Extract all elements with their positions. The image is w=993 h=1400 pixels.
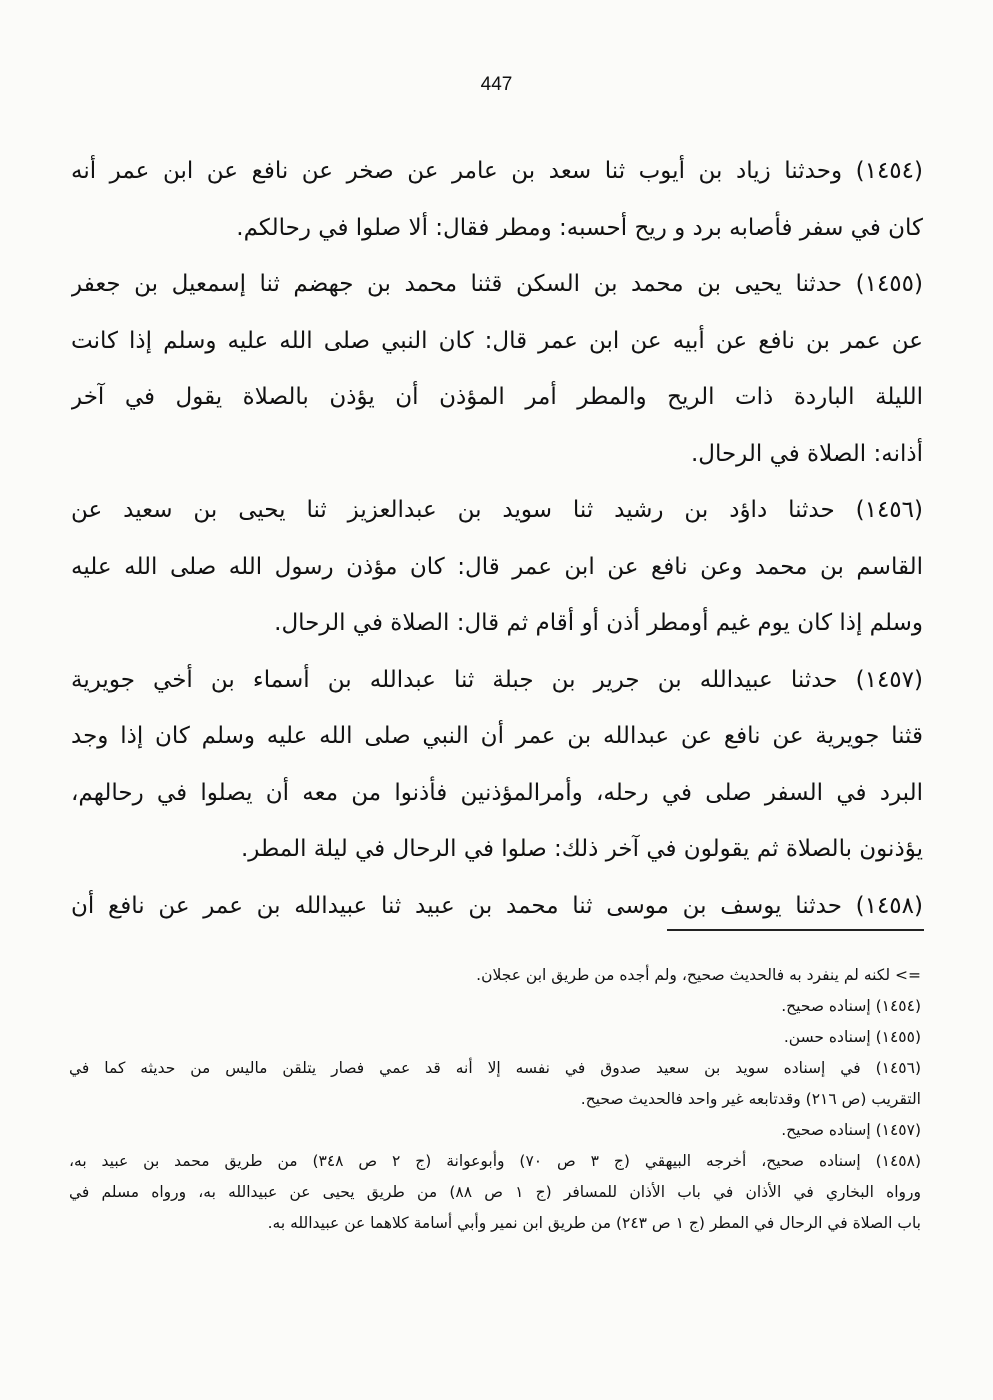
footnote-line: (١٤٥٧) إسناده صحيح. [781,1121,921,1139]
text-line: البرد في السفر صلى في رحله، وأمرالمؤذنين فأذنوا من معه أن يصلوا في رحالهم، [71,779,923,806]
footnote-line: ورواه البخاري في الأذان في باب الأذان للمسافر (ج ١ ص ٨٨) من طريق يحيى عن عبيدالله به، ورواه مسلم في [69,1183,921,1201]
text-line: القاسم بن محمد وعن نافع عن ابن عمر قال: كان مؤذن رسول الله صلى الله عليه [71,553,923,580]
footnote-divider [667,929,924,931]
page-number: 447 [480,74,513,95]
text-line: (١٤٥٨) حدثنا يوسف بن موسى ثنا محمد بن عبيد ثنا عبيدالله بن عمر عن نافع أن [71,892,923,919]
text-line: (١٤٥٦) حدثنا داؤد بن رشيد ثنا سويد بن عبدالعزيز ثنا يحيى بن سعيد عن [71,497,923,523]
text-line: قثنا جويرية عن نافع عن عبدالله بن عمر أن النبي صلى الله عليه وسلم كان إذا وجد [71,723,923,749]
footnote-line: => لكنه لم ينفرد به فالحديث صحيح، ولم أجده من طريق ابن عجلان. [476,966,921,984]
footnotes [69,960,921,1239]
text-line: (١٤٥٤) وحدثنا زياد بن أيوب ثنا سعد بن عامر عن صخر عن نافع عن ابن عمر أنه [71,158,923,184]
text-line: (١٤٥٧) حدثنا عبيدالله بن جرير بن جبلة ثنا عبدالله بن أسماء بن أخي جويرية [71,666,923,693]
text-line: وسلم إذا كان يوم غيم أومطر أذن أو أقام ثم قال: الصلاة في الرحال. [274,610,923,636]
footnote-line: (١٤٥٥) إسناده حسن. [783,1028,921,1046]
footnote-line: باب الصلاة في الرحال في المطر (ج ١ ص ٢٤٣) من طريق ابن نمير وأبي أسامة كلاهما عن عبيدالله به. [267,1214,921,1232]
text-line: أذانه: الصلاة في الرحال. [690,440,923,467]
text-line: عن عمر بن نافع عن أبيه عن ابن عمر قال: كان النبي صلى الله عليه وسلم إذا كانت [71,327,923,354]
main-text [71,143,923,934]
footnote-line: التقريب (ص ٢١٦) وقدتابعه غير واحد فالحديث صحيح. [580,1090,921,1108]
text-line: كان في سفر فأصابه برد و ريح أحسبه: ومطر فقال: ألا صلوا في رحالكم. [236,214,923,241]
text-line: يؤذنون بالصلاة ثم يقولون في آخر ذلك: صلوا في الرحال في ليلة المطر. [240,836,923,862]
text-line: (١٤٥٥) حدثنا يحيى بن محمد بن السكن قثنا محمد بن جهضم ثنا إسمعيل بن جعفر [71,271,923,297]
footnote-line: (١٤٥٨) إسناده صحيح، أخرجه البيهقي (ج ٣ ص ٧٠) وأبوعوانة (ج ٢ ص ٣٤٨) من طريق محمد بن عبيد به، [69,1152,921,1170]
text-line: الليلة الباردة ذات الريح والمطر أمر المؤذن أن يؤذن بالصلاة يقول في آخر [71,384,923,410]
footnote-line: (١٤٥٤) إسناده صحيح. [781,997,921,1015]
footnote-line: (١٤٥٦) في إسناده سويد بن سعيد صدوق في نفسه إلا أنه قد عمي فصار يتلقن ماليس من حديثه كما في [69,1059,921,1077]
